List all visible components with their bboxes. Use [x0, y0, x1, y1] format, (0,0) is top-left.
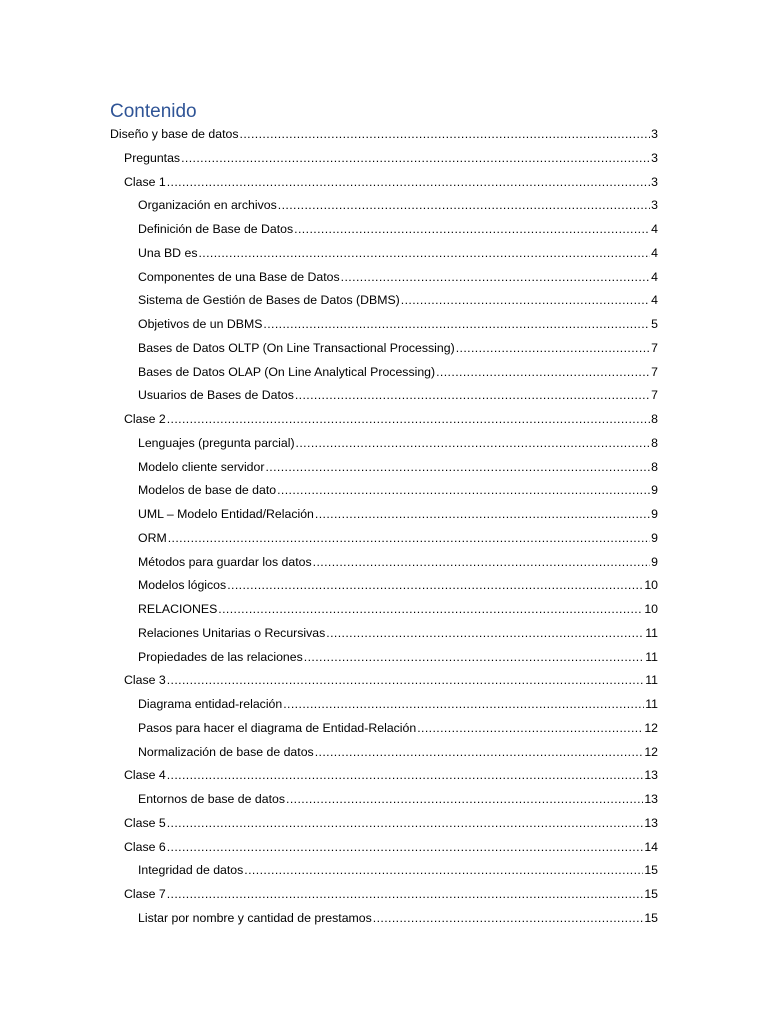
toc-entry-title: Bases de Datos OLTP (On Line Transactional Processing) [138, 340, 455, 355]
toc-entry-clase-5[interactable] [0, 812, 658, 836]
toc-entry-page: 4 [651, 245, 658, 260]
toc-entry-entornos-base-datos[interactable] [0, 788, 658, 812]
toc-entry-page: 12 [644, 720, 658, 735]
toc-entry-clase-7[interactable] [0, 883, 658, 907]
toc-entry-page: 8 [651, 459, 658, 474]
toc-entry-title: Clase 7 [124, 887, 166, 901]
toc-entry-page: 10 [644, 602, 658, 616]
dot-leader [436, 361, 650, 385]
dot-leader [198, 242, 650, 266]
toc-entry-title: Organización en archivos [138, 198, 277, 213]
dot-leader [296, 432, 651, 456]
toc-entry-olap[interactable] [0, 361, 658, 385]
toc-entry-uml[interactable] [0, 503, 658, 527]
toc-entry-title: Sistema de Gestión de Bases de Datos (DBMS) [138, 293, 400, 308]
dot-leader [167, 171, 650, 195]
toc-entry-page: 10 [644, 578, 658, 593]
toc-entry-page: 15 [644, 910, 658, 925]
toc-entry-title: Modelos de base de dato [138, 483, 277, 498]
toc-entry-modelo-cliente-servidor[interactable] [0, 456, 658, 480]
dot-leader [294, 218, 650, 242]
dot-leader [227, 574, 643, 598]
dot-leader [167, 669, 645, 693]
toc-entry-page: 11 [645, 697, 658, 711]
toc-entry-title: Listar por nombre y cantidad de prestamos [138, 910, 372, 925]
toc-entry-relaciones-unitarias[interactable] [0, 622, 658, 646]
toc-entry-integridad-datos[interactable] [0, 859, 658, 883]
dot-leader [167, 812, 644, 836]
toc-entry-page: 9 [651, 530, 658, 545]
toc-entry-propiedades-relaciones[interactable] [0, 646, 658, 670]
toc-entry-una-bd-es[interactable] [0, 242, 658, 266]
toc-entry-title: Normalización de base de datos [138, 744, 314, 759]
dot-leader [417, 717, 643, 741]
toc-entry-page: 15 [644, 887, 658, 901]
toc-entry-title: Preguntas [124, 150, 181, 165]
toc-entry-title: Clase 2 [124, 412, 166, 426]
dot-leader [240, 123, 651, 147]
toc-entry-title: Clase 6 [124, 839, 166, 854]
dot-leader [167, 408, 650, 432]
toc-entry-organizacion-archivos[interactable] [0, 194, 658, 218]
dot-leader [218, 598, 643, 622]
toc-entry-title: Clase 1 [124, 174, 166, 189]
toc-entry-page: 4 [651, 269, 658, 284]
toc-entry-objetivos-dbms[interactable] [0, 313, 658, 337]
toc-entry-title: Pasos para hacer el diagrama de Entidad-Relación [138, 720, 417, 735]
toc-entry-page: 13 [644, 768, 658, 783]
toc-entry-title: Modelo cliente servidor [138, 459, 265, 474]
dot-leader [167, 764, 644, 788]
toc-entry-oltp[interactable] [0, 337, 658, 361]
toc-entry-title: Lenguajes (pregunta parcial) [138, 435, 295, 450]
toc-entry-page: 11 [645, 649, 658, 664]
toc-entry-page: 7 [651, 364, 658, 379]
toc-entry-page: 4 [651, 222, 658, 236]
toc-entry-title: Clase 4 [124, 768, 166, 783]
dot-leader [315, 741, 644, 765]
toc-entry-page: 15 [644, 863, 658, 878]
dot-leader [456, 337, 650, 361]
toc-entry-preguntas[interactable] [0, 147, 658, 171]
dot-leader [263, 313, 650, 337]
dot-leader [244, 859, 643, 883]
toc-entry-page: 8 [651, 412, 658, 426]
toc-entry-normalizacion[interactable] [0, 741, 658, 765]
dot-leader [168, 527, 650, 551]
toc-entry-title: Una BD es [138, 245, 198, 260]
toc-entry-page: 9 [651, 483, 658, 498]
toc-entry-componentes-base-datos[interactable] [0, 266, 658, 290]
toc-entry-title: UML – Modelo Entidad/Relación [138, 507, 314, 521]
toc-entry-page: 3 [651, 150, 658, 165]
toc-entry-title: Relaciones Unitarias o Recursivas [138, 625, 326, 640]
toc-entry-page: 11 [645, 673, 658, 688]
toc-entry-page: 3 [651, 127, 658, 141]
dot-leader [373, 907, 644, 931]
dot-leader [315, 503, 650, 527]
toc-entry-page: 9 [651, 507, 658, 521]
dot-leader [401, 289, 650, 313]
toc-entry-modelos-base-dato[interactable] [0, 479, 658, 503]
toc-entry-relaciones[interactable] [0, 598, 658, 622]
toc-entry-page: 9 [651, 554, 658, 569]
toc-entry-title: Clase 3 [124, 673, 166, 688]
toc-entry-diagrama-entidad-relacion[interactable] [0, 693, 658, 717]
toc-entry-page: 7 [651, 340, 658, 355]
dot-leader [341, 266, 650, 290]
toc-entry-page: 8 [651, 435, 658, 450]
toc-entry-diseno-base-datos[interactable] [0, 123, 658, 147]
toc-entry-title: Propiedades de las relaciones [138, 649, 303, 664]
toc-entry-page: 11 [645, 625, 658, 640]
toc-entry-clase-6[interactable] [0, 836, 658, 860]
toc-entry-title: Definición de Base de Datos [138, 222, 294, 236]
dot-leader [277, 479, 650, 503]
toc-entry-title: ORM [138, 530, 167, 545]
dot-leader [181, 147, 650, 171]
toc-entry-pasos-diagrama[interactable] [0, 717, 658, 741]
toc-entry-listar-prestamos[interactable] [0, 907, 658, 931]
toc-entry-title: RELACIONES [138, 602, 218, 616]
toc-entry-page: 13 [644, 792, 658, 806]
toc-entry-title: Componentes de una Base de Datos [138, 269, 340, 284]
toc-entry-title: Diseño y base de datos [110, 127, 239, 141]
toc-entry-page: 3 [651, 174, 658, 189]
toc-entry-page: 12 [644, 744, 658, 759]
toc-entry-title: Modelos lógicos [138, 578, 227, 593]
toc-entry-title: Clase 5 [124, 815, 166, 830]
dot-leader [326, 622, 644, 646]
dot-leader [167, 836, 644, 860]
dot-leader [295, 384, 650, 408]
table-of-contents [0, 123, 768, 931]
toc-entry-metodos-guardar-datos[interactable] [0, 551, 658, 575]
toc-entry-title: Objetivos de un DBMS [138, 317, 263, 331]
toc-entry-page: 7 [651, 388, 658, 403]
toc-entry-modelos-logicos[interactable] [0, 574, 658, 598]
toc-entry-title: Integridad de datos [138, 863, 244, 878]
toc-heading: Contenido [110, 101, 197, 122]
toc-entry-definicion-base-datos[interactable] [0, 218, 658, 242]
dot-leader [265, 456, 650, 480]
toc-entry-dbms[interactable] [0, 289, 658, 313]
toc-entry-page: 13 [644, 815, 658, 830]
toc-entry-clase-1[interactable] [0, 171, 658, 195]
toc-entry-page: 5 [651, 317, 658, 331]
toc-entry-usuarios-bases-datos[interactable] [0, 384, 658, 408]
dot-leader [283, 693, 644, 717]
toc-entry-orm[interactable] [0, 527, 658, 551]
dot-leader [278, 194, 650, 218]
toc-entry-page: 4 [651, 293, 658, 308]
toc-entry-clase-4[interactable] [0, 764, 658, 788]
toc-entry-page: 3 [651, 198, 658, 213]
toc-entry-clase-3[interactable] [0, 669, 658, 693]
toc-entry-page: 14 [644, 839, 658, 854]
toc-entry-title: Diagrama entidad-relación [138, 697, 283, 711]
toc-entry-title: Usuarios de Bases de Datos [138, 388, 294, 403]
dot-leader [304, 646, 644, 670]
dot-leader [167, 883, 644, 907]
toc-entry-lenguajes[interactable] [0, 432, 658, 456]
toc-entry-title: Métodos para guardar los datos [138, 554, 312, 569]
dot-leader [286, 788, 643, 812]
toc-entry-title: Bases de Datos OLAP (On Line Analytical Processing) [138, 364, 436, 379]
toc-entry-title: Entornos de base de datos [138, 792, 285, 806]
toc-entry-clase-2[interactable] [0, 408, 658, 432]
dot-leader [313, 551, 651, 575]
